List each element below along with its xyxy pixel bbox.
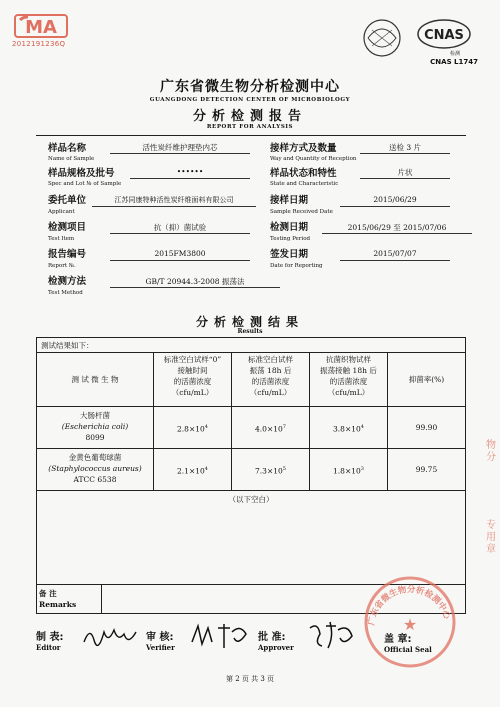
underline — [360, 153, 450, 154]
header-rule — [36, 135, 466, 136]
table-cell: $3.8\times 10^4$ — [333, 424, 364, 434]
report-date-label: 签发日期 — [270, 249, 309, 260]
organism-name: 大肠杆菌 — [80, 411, 110, 420]
results-intro: 测试结果如下： — [41, 341, 94, 350]
underline — [340, 260, 450, 261]
underline — [92, 206, 256, 207]
table-cell: $1.8\times 10^3$ — [333, 466, 364, 476]
test-method-label-en: Test Method — [48, 290, 83, 296]
sample-name-value: 活性炭纤维护理垫内芯 — [142, 143, 218, 152]
official-seal-icon — [360, 572, 460, 672]
table-row-organism — [37, 410, 153, 443]
header-col1-line: 的活菌浓度 — [173, 377, 212, 386]
header-col3-line: （cfu/mL） — [327, 388, 370, 397]
underline — [110, 287, 280, 288]
cma-number: 2012191236Q — [12, 40, 66, 48]
cnas-logo-icon — [418, 20, 470, 48]
test-method-label: 检测方法 — [48, 276, 87, 287]
seal-label-en: Official Seal — [384, 645, 432, 654]
header-col2-line: 标准空白试样 — [248, 355, 293, 364]
svg-text:MA: MA — [25, 17, 57, 38]
report-date-label-en: Date for Reporting — [270, 263, 323, 269]
verifier-signature-icon — [190, 620, 250, 650]
cma-logo-icon — [14, 13, 68, 39]
verifier-block — [146, 628, 175, 652]
editor-block — [36, 628, 63, 652]
header-col1-line: 标准空白试样“0” — [163, 355, 222, 364]
test-item-label: 检测项目 — [48, 222, 87, 233]
reception-label: 接样方式及数量 — [270, 143, 337, 154]
header-col3 — [310, 354, 387, 398]
header-col1-line: 接触时间 — [177, 366, 208, 375]
header-col2 — [232, 354, 309, 398]
underline — [110, 233, 250, 234]
header-col3-line: 振荡接触 18h 后 — [320, 366, 377, 375]
underline — [340, 206, 450, 207]
spec-label-en: Spec and Lot № of Sample — [48, 181, 122, 187]
results-title-en: Results — [237, 328, 263, 335]
editor-label-en: Editor — [36, 643, 61, 652]
report-no-label: 报告编号 — [48, 249, 87, 260]
editor-label: 制 表: — [36, 632, 64, 643]
approver-label: 批 准: — [258, 632, 286, 643]
approver-label-en: Approver — [258, 643, 294, 652]
remarks-label — [39, 588, 99, 610]
reception-label-en: Way and Quantity of Reception — [270, 156, 357, 162]
testing-period-label: 检测日期 — [270, 222, 309, 233]
received-date-value: 2015/06/29 — [373, 195, 417, 204]
table-cell-rate: 99.90 — [415, 423, 438, 432]
report-date-value: 2015/07/07 — [373, 249, 417, 258]
report-no-value: 2015FM3800 — [154, 249, 206, 258]
table-cell: $7.3\times 10^5$ — [255, 466, 286, 476]
results-title: 分析检测结果 — [195, 315, 304, 329]
remarks-label-en: Remarks — [39, 600, 77, 609]
table-row-organism — [37, 452, 153, 485]
verifier-label-en: Verifier — [146, 643, 175, 652]
table-cell: $2.1\times 10^4$ — [177, 466, 208, 476]
underline — [360, 178, 450, 179]
side-stamp-top: 物分 — [486, 440, 496, 463]
underline — [110, 260, 250, 261]
ilac-mra-logo-icon — [364, 20, 400, 56]
test-item-label-en: Test Item — [48, 236, 75, 242]
approver-signature-icon — [306, 620, 356, 650]
remarks-label-cn: 备 注 — [39, 589, 57, 598]
page-number: 第 2 页 共 3 页 — [225, 675, 275, 683]
underline — [130, 178, 250, 179]
received-date-label-en: Sample Received Date — [270, 209, 333, 215]
header-col2-line: 振荡 18h 后 — [249, 366, 292, 375]
organism-strain: 8099 — [85, 433, 105, 442]
report-title: 分析检测报告 — [192, 109, 307, 124]
editor-signature-icon — [82, 622, 138, 650]
reception-value: 送检 3 片 — [388, 143, 422, 152]
state-label-en: State and Characteristic — [270, 181, 339, 187]
header-organism: 测 试 微 生 物 — [71, 375, 119, 384]
organism-latin: (Staphylococcus aureus) — [48, 464, 142, 473]
approver-block — [258, 628, 294, 652]
state-label: 样品状态和特性 — [270, 168, 337, 179]
spec-label: 样品规格及批号 — [48, 168, 115, 179]
underline — [322, 233, 472, 234]
header-col2-line: 的活菌浓度 — [251, 377, 290, 386]
table-cell-rate: 99.75 — [415, 465, 438, 474]
header-col1-line: （cfu/mL） — [171, 388, 214, 397]
client-label: 委托单位 — [48, 195, 87, 206]
organism-strain: ATCC 6538 — [73, 475, 117, 484]
svg-text:CNAS: CNAS — [424, 28, 464, 43]
client-label-en: Applicant — [48, 209, 75, 215]
sample-name-label: 样品名称 — [48, 143, 87, 154]
svg-text:★: ★ — [402, 615, 418, 634]
seal-label: 盖 章: — [384, 634, 412, 645]
spec-value: •••••• — [176, 167, 204, 176]
state-value: 片状 — [397, 168, 413, 177]
client-value: 江苏同康特种活性炭纤维面料有限公司 — [114, 196, 234, 204]
testing-period-value: 2015/06/29 至 2015/07/06 — [347, 223, 447, 232]
header-col3-line: 的活菌浓度 — [329, 377, 368, 386]
test-item-value: 抗（抑）菌试验 — [153, 223, 207, 232]
svg-text:广东省微生物分析检测中心: 广东省微生物分析检测中心 — [366, 584, 452, 627]
header-col2-line: （cfu/mL） — [249, 388, 292, 397]
organism-latin: (Escherichia coli) — [61, 422, 129, 431]
center-title-en: GUANGDONG DETECTION CENTER OF MICROBIOLOGY — [149, 97, 351, 103]
header-col3-line: 抗菌织物试样 — [326, 355, 371, 364]
cnas-number: CNAS L1747 — [430, 58, 478, 66]
received-date-label: 接样日期 — [270, 195, 309, 206]
underline — [110, 153, 250, 154]
header-rate: 抑菌率(%) — [408, 375, 445, 384]
report-no-label-en: Report №. — [48, 263, 76, 269]
table-cell: $2.8\times 10^4$ — [177, 424, 208, 434]
report-title-en: REPORT FOR ANALYSIS — [206, 124, 294, 130]
testing-period-label-en: Testing Period — [270, 236, 311, 242]
cnas-small-label: 检测 — [449, 51, 460, 57]
organism-name: 金黄色葡萄球菌 — [68, 453, 122, 462]
center-title: 广东省微生物分析检测中心 — [160, 79, 340, 95]
sample-name-label-en: Name of Sample — [48, 156, 95, 162]
test-method-value: GB/T 20944.3-2008 振荡法 — [145, 277, 245, 286]
header-col1 — [154, 354, 231, 398]
side-stamp-bottom: 专用章 — [486, 520, 496, 555]
table-cell: $4.0\times 10^7$ — [255, 424, 286, 434]
verifier-label: 审 核: — [146, 632, 174, 643]
blank-note: （以下空白） — [228, 495, 274, 504]
